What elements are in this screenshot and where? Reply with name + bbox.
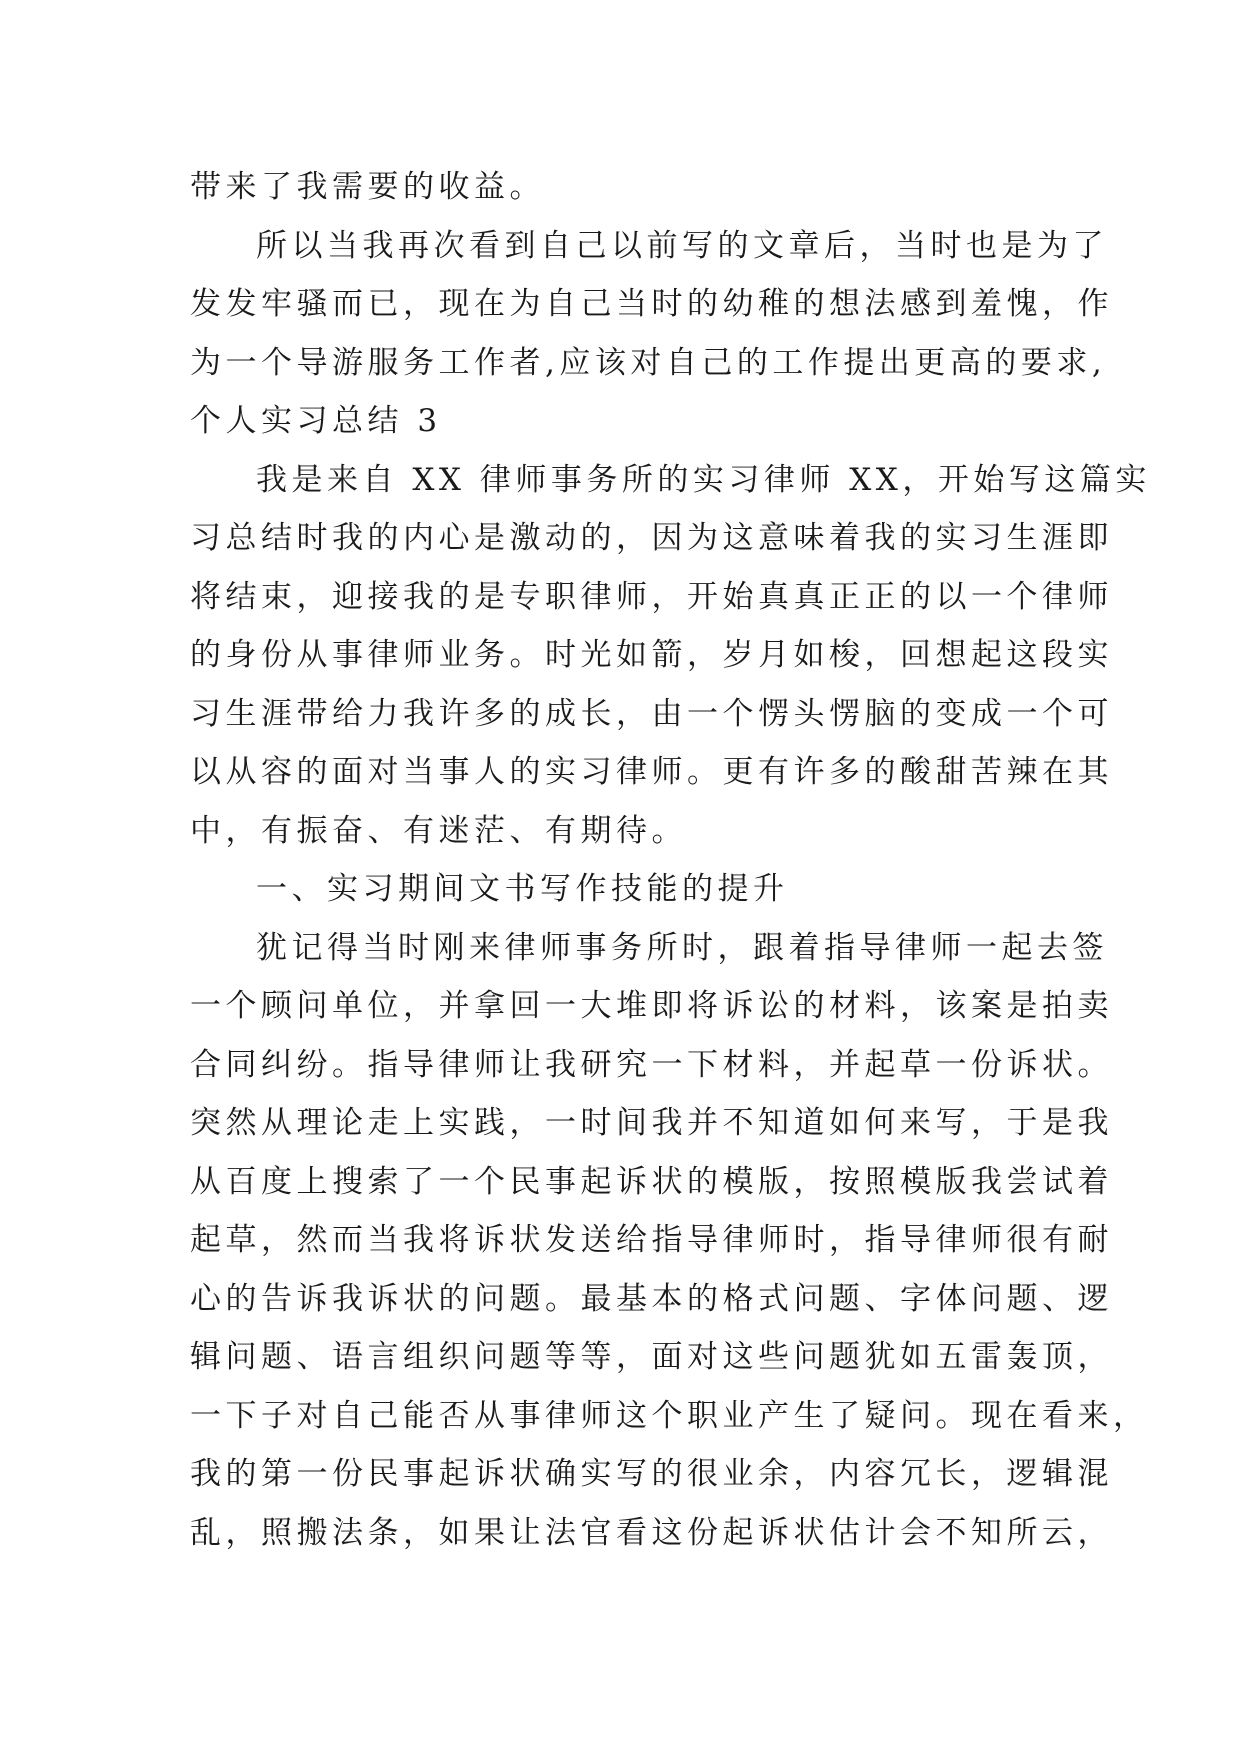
text-line: 突然从理论走上实践，一时间我并不知道如何来写，于是我 bbox=[190, 1105, 1113, 1141]
text-line: 的身份从事律师业务。时光如箭，岁月如梭，回想起这段实 bbox=[190, 637, 1113, 673]
text-line: 将结束，迎接我的是专职律师，开始真真正正的以一个律师 bbox=[190, 578, 1113, 615]
text-line: 以从容的面对当事人的实习律师。更有许多的酸甜苦辣在其 bbox=[190, 754, 1113, 790]
text-line: 习总结时我的内心是激动的，因为这意味着我的实习生涯即 bbox=[190, 520, 1113, 556]
section-title-line: 个人实习总结 3 bbox=[190, 403, 442, 439]
text-line: 心的告诉我诉状的问题。最基本的格式问题、字体问题、逻 bbox=[190, 1280, 1113, 1317]
text-line: 为一个导游服务工作者,应该对自己的工作提出更高的要求, bbox=[190, 344, 1107, 381]
text-line: 习生涯带给力我许多的成长，由一个愣头愣脑的变成一个可 bbox=[190, 695, 1113, 732]
paragraph-start-line: 我是来自 XX 律师事务所的实习律师 XX，开始写这篇实 bbox=[256, 461, 1151, 498]
text-line: 乱，照搬法条，如果让法官看这份起诉状估计会不知所云， bbox=[190, 1514, 1113, 1551]
text-line: 带来了我需要的收益。 bbox=[190, 169, 545, 205]
text-line: 中，有振奋、有迷茫、有期待。 bbox=[190, 812, 687, 849]
text-line: 从百度上搜索了一个民事起诉状的模版，按照模版我尝试着 bbox=[190, 1163, 1113, 1200]
document-body bbox=[190, 158, 1151, 1562]
text-line: 一下子对自己能否从事律师这个职业产生了疑问。现在看来， bbox=[190, 1397, 1149, 1434]
text-line: 辑问题、语言组织问题等等，面对这些问题犹如五雷轰顶， bbox=[190, 1339, 1113, 1375]
paragraph-start-line: 所以当我再次看到自己以前写的文章后，当时也是为了 bbox=[256, 227, 1108, 264]
text-line: 发发牢骚而已，现在为自己当时的幼稚的想法感到羞愧，作 bbox=[190, 286, 1113, 322]
text-line: 起草，然而当我将诉状发送给指导律师时，指导律师很有耐 bbox=[190, 1222, 1113, 1258]
text-line: 一个顾问单位，并拿回一大堆即将诉讼的材料，该案是拍卖 bbox=[190, 988, 1113, 1024]
section-heading-line: 一、实习期间文书写作技能的提升 bbox=[256, 871, 789, 907]
text-line: 我的第一份民事起诉状确实写的很业余，内容冗长，逻辑混 bbox=[190, 1456, 1113, 1492]
paragraph-start-line: 犹记得当时刚来律师事务所时，跟着指导律师一起去签 bbox=[256, 929, 1108, 966]
text-line: 合同纠纷。指导律师让我研究一下材料，并起草一份诉状。 bbox=[190, 1046, 1113, 1083]
